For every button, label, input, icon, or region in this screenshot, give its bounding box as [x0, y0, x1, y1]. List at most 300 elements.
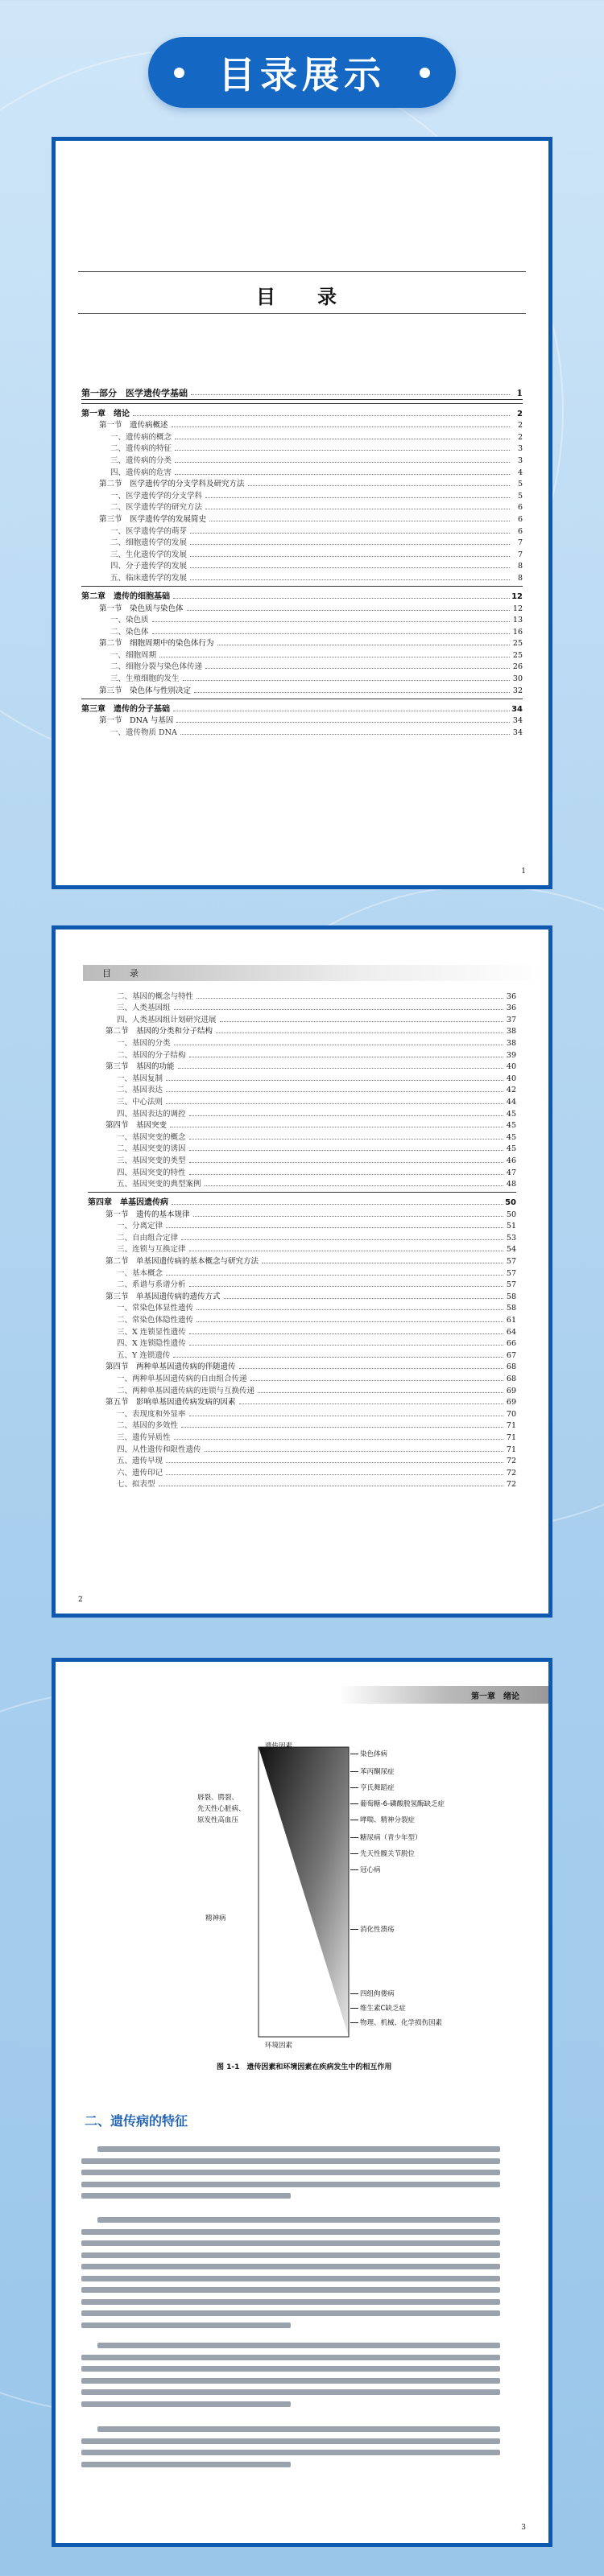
leader-dots — [175, 450, 510, 451]
toc-row-page: 45 — [506, 1144, 516, 1154]
body-text-line — [97, 2146, 500, 2152]
figure-left-label: 先天性心脏病、 — [197, 1805, 246, 1813]
leader-dots — [133, 415, 510, 416]
body-text-line — [81, 2366, 500, 2372]
toc-row-label: 第一节 DNA 与基因 — [99, 716, 174, 726]
toc-row-label: 五、遗传早现 — [117, 1457, 163, 1466]
toc-row-page: 53 — [506, 1233, 516, 1243]
toc-row-label: 一、两种单基因遗传病的自由组合传递 — [117, 1375, 247, 1383]
toc-row-page: 6 — [517, 526, 523, 536]
toc-row-label: 二、自由组合定律 — [117, 1233, 179, 1243]
toc-row-label: 一、常染色体显性遗传 — [117, 1304, 194, 1313]
toc-row-label: 一、表现度和外显率 — [117, 1409, 186, 1419]
toc-row-page: 42 — [506, 1086, 516, 1095]
figure-label-tick — [350, 1787, 358, 1788]
toc-row-sec — [81, 477, 523, 489]
toc-row-sub — [88, 1348, 516, 1360]
toc-row-sub — [88, 1094, 516, 1107]
leader-dots — [197, 1309, 503, 1310]
toc-row-label: 第一部分 医学遗传学基础 — [81, 387, 188, 398]
banner-title: 目录展示 — [218, 53, 386, 97]
leader-dots — [224, 1298, 503, 1299]
toc-row-page: 3 — [517, 455, 523, 465]
leader-dots — [190, 579, 510, 580]
toc-row-page: 72 — [506, 1480, 516, 1490]
toc-row-page: 71 — [506, 1445, 516, 1454]
body-text-line — [81, 2240, 500, 2246]
toc-row-page: 68 — [506, 1362, 516, 1372]
toc-row-sec — [81, 714, 523, 726]
section-title: 二、遗传病的特征 — [85, 2113, 188, 2129]
figure-right-label: 冠心病 — [360, 1866, 381, 1874]
toc-row-label: 第一节 遗传病概述 — [99, 421, 168, 431]
toc-row-sub — [81, 430, 523, 442]
toc-row-sec — [88, 1360, 516, 1372]
toc-row-label: 三、遗传病的分类 — [110, 455, 172, 465]
leader-dots — [189, 1139, 503, 1140]
figure-left-label: 唇裂、腭裂、 — [197, 1794, 239, 1802]
toc-row-sub — [88, 1071, 516, 1083]
banner — [0, 0, 604, 121]
body-text-line — [81, 2355, 500, 2360]
toc-row-page: 2 — [517, 432, 523, 442]
leader-dots — [152, 621, 510, 622]
page-number: 3 — [521, 2524, 526, 2532]
toc-row-sub — [88, 1142, 516, 1154]
header-label: 目 录 — [102, 968, 143, 979]
toc-row-page: 25 — [512, 639, 523, 649]
toc-row-sub — [88, 1243, 516, 1255]
toc-row-page: 71 — [506, 1432, 516, 1442]
toc-row-sub — [81, 613, 523, 625]
leader-dots — [176, 722, 510, 723]
toc-row-label: 第四章 单基因遗传病 — [88, 1198, 168, 1208]
running-header — [339, 1684, 548, 1705]
toc-row-sub — [88, 1130, 516, 1142]
toc-row-sub — [81, 571, 523, 583]
toc-row-label: 第三节 染色体与性别决定 — [99, 686, 192, 695]
toc-row-label: 第四节 基因突变 — [105, 1121, 168, 1131]
figure-right-label: 消化性溃疡 — [360, 1926, 395, 1934]
toc-row-label: 第一章 绪论 — [81, 409, 130, 418]
toc-row-page: 34 — [512, 727, 523, 737]
body-text-line — [97, 2343, 500, 2348]
figure-label-tick — [350, 1853, 358, 1854]
toc-row-page: 64 — [506, 1327, 516, 1337]
toc-row-label: 第三章 遗传的分子基础 — [81, 704, 170, 714]
leader-dots — [166, 1080, 503, 1081]
leader-dots — [193, 1216, 503, 1217]
toc-row-page: 45 — [506, 1109, 516, 1119]
leader-dots — [189, 1286, 503, 1287]
toc-row-label: 一、染色质 — [110, 616, 149, 625]
toc-row-label: 三、基因突变的类型 — [117, 1156, 186, 1165]
toc-row-sec — [88, 1254, 516, 1266]
toc-row-sub — [81, 536, 523, 548]
leader-dots — [175, 462, 510, 463]
toc-row-page: 50 — [506, 1210, 516, 1219]
body-text-line — [81, 2450, 500, 2455]
header-label: 第一章 绪论 — [471, 1692, 519, 1701]
toc-row-label: 五、Y 连锁遗传 — [117, 1350, 171, 1360]
figure-left-label: 原发性高血压 — [197, 1816, 239, 1824]
part-rule — [81, 399, 523, 400]
toc-row-page: 32 — [512, 686, 523, 695]
leader-dots — [166, 1103, 503, 1104]
toc-row-sec — [81, 512, 523, 524]
toc-row-label: 一、医学遗传学的分支学科 — [110, 491, 203, 501]
toc-row-page: 34 — [512, 716, 523, 726]
leader-dots — [189, 1162, 503, 1163]
toc-row-page: 50 — [505, 1198, 516, 1208]
toc-row-page: 38 — [506, 1027, 516, 1037]
figure-label-tick — [350, 1993, 358, 1994]
toc-row-sub — [88, 1313, 516, 1325]
toc-row-page: 8 — [517, 562, 523, 571]
toc-row-label: 二、基因的概念与特性 — [117, 991, 194, 1001]
leader-dots — [191, 394, 510, 395]
toc-row-label: 第五节 影响单基因遗传病发病的因素 — [105, 1398, 236, 1408]
body-text-line — [81, 2299, 500, 2305]
body-text-line — [81, 2323, 291, 2328]
toc-row-page: 34 — [511, 704, 523, 714]
toc-row-page: 45 — [506, 1132, 516, 1142]
body-text-line — [97, 2217, 500, 2223]
toc-row-label: 七、拟表型 — [117, 1480, 155, 1490]
toc-row-label: 二、染色体 — [110, 627, 149, 637]
toc-row-chap — [81, 403, 523, 418]
toc-row-sub — [88, 1036, 516, 1048]
figure-label-tick — [350, 1771, 358, 1772]
toc-row-page: 25 — [512, 650, 523, 660]
toc-row-sub — [81, 465, 523, 477]
body-text-line — [81, 2193, 291, 2199]
body-text-line — [81, 2438, 500, 2444]
toc-row-page: 57 — [506, 1280, 516, 1290]
figure-top-label: 遗传因素 — [265, 1742, 293, 1750]
toc-row-page: 68 — [506, 1375, 516, 1383]
leader-dots — [190, 533, 510, 534]
toc-row-page: 5 — [517, 480, 523, 489]
toc-row-label: 五、临床遗传学的发展 — [110, 573, 188, 583]
leader-dots — [189, 1115, 503, 1116]
toc-row-label: 一、基本概念 — [117, 1268, 163, 1278]
title-rule-top — [78, 271, 526, 272]
toc-row-part — [81, 385, 523, 398]
toc-row-page: 44 — [506, 1097, 516, 1107]
toc-row-page: 12 — [512, 604, 523, 613]
toc-row-label: 四、基因突变的特性 — [117, 1168, 186, 1177]
toc-row-label: 三、中心法则 — [117, 1097, 163, 1107]
toc-row-label: 二、两种单基因遗传病的连锁与互换传递 — [117, 1386, 255, 1395]
leader-dots — [181, 1239, 503, 1240]
toc-list — [81, 384, 523, 737]
toc-row-page: 61 — [506, 1316, 516, 1325]
toc-row-page: 5 — [517, 491, 523, 501]
toc-row-sub — [88, 1454, 516, 1466]
toc-row-page: 13 — [512, 616, 523, 625]
toc-row-sub — [81, 648, 523, 660]
toc-row-label: 第二章 遗传的细胞基础 — [81, 591, 170, 601]
toc-row-page: 69 — [506, 1398, 516, 1408]
toc-row-sub — [81, 671, 523, 683]
toc-row-label: 四、人类基因组计划研究进展 — [117, 1015, 217, 1024]
toc-row-page: 72 — [506, 1457, 516, 1466]
toc-row-sec — [88, 1395, 516, 1408]
figure-caption: 图 1-1 遗传因素和环境因素在疾病发生中的相互作用 — [217, 2063, 392, 2071]
leader-dots — [205, 1451, 503, 1452]
body-text-line — [81, 2287, 500, 2293]
toc-row-page: 40 — [506, 1062, 516, 1072]
figure-bottom-label: 环境因素 — [265, 2042, 293, 2050]
leader-dots — [178, 1068, 503, 1069]
toc-row-sub — [81, 442, 523, 454]
toc-row-page: 36 — [506, 991, 516, 1001]
leader-dots — [248, 485, 510, 486]
leader-dots — [180, 734, 510, 735]
toc-row-sub — [81, 725, 523, 737]
header-bar — [83, 965, 548, 981]
toc-row-sub — [81, 624, 523, 637]
toc-row-sec — [81, 637, 523, 649]
toc-row-page: 7 — [517, 538, 523, 548]
toc-row-sub — [81, 660, 523, 672]
toc-row-sec — [88, 1207, 516, 1219]
toc-row-label: 一、分离定律 — [117, 1222, 163, 1231]
figure-right-label: 苯丙酮尿症 — [360, 1768, 395, 1776]
toc-row-page: 67 — [506, 1350, 516, 1360]
toc-row-page: 54 — [506, 1245, 516, 1255]
toc-row-label: 二、医学遗传学的研究方法 — [110, 503, 203, 513]
toc-row-page: 39 — [506, 1050, 516, 1060]
toc-row-sub — [81, 524, 523, 536]
toc-row-label: 第三节 医学遗传学的发展简史 — [99, 514, 207, 524]
body-text-line — [81, 2276, 500, 2281]
toc-row-label: 一、细胞周期 — [110, 650, 157, 660]
toc-row-label: 二、基因的多效性 — [117, 1421, 179, 1431]
toc-row-label: 一、遗传病的概念 — [110, 432, 172, 442]
toc-row-sub — [88, 1083, 516, 1095]
leader-dots — [239, 1368, 503, 1369]
toc-row-page: 26 — [512, 662, 523, 672]
toc-row-label: 二、基因表达 — [117, 1086, 163, 1095]
toc-row-label: 三、生化遗传学的发展 — [110, 550, 188, 559]
toc-row-sec — [81, 601, 523, 613]
leader-dots — [152, 633, 510, 634]
toc-row-sub — [88, 1107, 516, 1119]
toc-row-sub — [88, 1048, 516, 1060]
toc-row-label: 四、基因表达的调控 — [117, 1109, 186, 1119]
toc-row-sub — [88, 1442, 516, 1454]
leader-dots — [174, 1009, 503, 1010]
figure-label-tick — [350, 2022, 358, 2023]
toc-row-sub — [81, 559, 523, 571]
toc-row-page: 8 — [517, 573, 523, 583]
toc-row-page: 4 — [517, 468, 523, 477]
toc-row-chap — [81, 699, 523, 714]
toc-row-label: 五、基因突变的典型案例 — [117, 1180, 201, 1189]
toc-row-label: 第二节 单基因遗传病的基本概念与研究方法 — [105, 1257, 259, 1267]
toc-row-sub — [81, 453, 523, 465]
toc-row-page: 45 — [506, 1121, 516, 1131]
leader-dots — [190, 544, 510, 545]
toc-row-label: 三、人类基因组 — [117, 1004, 171, 1013]
leader-dots — [166, 1474, 503, 1475]
toc-row-page: 38 — [506, 1038, 516, 1048]
toc-row-sub — [81, 501, 523, 513]
toc-row-page: 2 — [517, 421, 523, 431]
toc-row-sub — [88, 1219, 516, 1231]
toc-row-label: 第一节 遗传的基本规律 — [105, 1210, 190, 1219]
toc-row-sub — [81, 547, 523, 559]
running-header — [56, 962, 548, 983]
toc-row-label: 二、常染色体隐性遗传 — [117, 1316, 194, 1325]
leader-dots — [205, 497, 510, 498]
title-rule-bottom — [78, 313, 526, 314]
leader-dots — [250, 1380, 503, 1381]
body-text-line — [81, 2378, 500, 2384]
toc-row-page: 46 — [506, 1156, 516, 1165]
toc-row-sub — [88, 1383, 516, 1395]
toc-row-page: 71 — [506, 1421, 516, 1431]
toc-row-page: 48 — [506, 1180, 516, 1189]
leader-dots — [166, 1091, 503, 1092]
toc-row-sub — [88, 1465, 516, 1478]
toc-row-sub — [88, 1230, 516, 1243]
toc-row-label: 二、细胞分裂与染色体传递 — [110, 662, 203, 672]
body-text-line — [81, 2310, 500, 2316]
body-text-line — [81, 2170, 500, 2175]
toc-row-page: 37 — [506, 1015, 516, 1024]
figure-right-label: 哮喘、精神分裂症 — [360, 1816, 416, 1824]
figure-right-label: 亨氏舞蹈症 — [360, 1784, 395, 1792]
toc-row-sub — [88, 1266, 516, 1278]
page-number: 1 — [521, 868, 526, 876]
toc-row-sub — [88, 1419, 516, 1431]
toc-row-page: 30 — [512, 674, 523, 684]
leader-dots — [197, 998, 503, 999]
toc-row-page: 1 — [516, 387, 523, 398]
toc-row-label: 一、基因的分类 — [117, 1038, 171, 1048]
toc-row-sub — [88, 1371, 516, 1383]
toc-row-page: 3 — [517, 444, 523, 454]
toc-row-label: 第二节 医学遗传学的分支学科及研究方法 — [99, 480, 245, 489]
leader-dots — [189, 1150, 503, 1151]
toc-row-sec — [88, 1060, 516, 1072]
figure-right-label: 染色体病 — [360, 1750, 388, 1758]
body-text-line — [81, 2252, 500, 2258]
toc-row-sec — [88, 1119, 516, 1131]
leader-dots — [175, 474, 510, 475]
toc-row-page: 2 — [517, 409, 523, 418]
toc-row-label: 四、X 连锁隐性遗传 — [117, 1339, 186, 1349]
toc-row-page: 70 — [506, 1409, 516, 1419]
body-text-line — [97, 2426, 500, 2432]
leader-dots — [194, 692, 510, 693]
page-number: 2 — [78, 1596, 83, 1604]
leader-dots — [197, 1321, 503, 1322]
leader-dots — [189, 1345, 503, 1346]
toc-row-label: 第一节 染色质与染色体 — [99, 604, 184, 613]
toc-row-sub — [88, 1337, 516, 1349]
leader-dots — [220, 1021, 503, 1022]
toc-row-label: 一、基因突变的概念 — [117, 1132, 186, 1142]
banner-dot-left — [174, 68, 184, 78]
toc-row-chap — [81, 586, 523, 601]
toc-row-label: 三、生殖细胞的发生 — [110, 674, 180, 684]
toc-row-page: 12 — [511, 591, 523, 601]
toc-title: 目 录 — [256, 286, 348, 308]
toc-row-label: 二、遗传病的特征 — [110, 444, 172, 454]
toc-row-sub — [88, 1407, 516, 1419]
toc-row-page: 57 — [506, 1257, 516, 1267]
content-page-3 — [52, 1658, 552, 2547]
toc-row-label: 一、医学遗传学的萌芽 — [110, 526, 188, 536]
body-text-line — [81, 2389, 500, 2395]
toc-row-label: 第三节 基因的功能 — [105, 1062, 175, 1072]
toc-row-page: 58 — [506, 1292, 516, 1301]
toc-row-label: 二、基因突变的诱因 — [117, 1144, 186, 1154]
toc-row-chap — [88, 1192, 516, 1207]
leader-dots — [166, 1275, 503, 1276]
toc-row-sec — [81, 418, 523, 431]
toc-row-label: 三、遗传异质性 — [117, 1432, 171, 1442]
leader-dots — [258, 1392, 503, 1393]
leader-dots — [166, 1462, 503, 1463]
toc-row-sub — [88, 1165, 516, 1177]
figure-label-tick — [350, 1837, 358, 1838]
toc-row-label: 第四节 两种单基因遗传病的伴随遗传 — [105, 1362, 236, 1372]
toc-row-page: 6 — [517, 514, 523, 524]
body-text-line — [81, 2401, 291, 2407]
leader-dots — [190, 556, 510, 557]
leader-dots — [166, 1227, 503, 1228]
toc-row-label: 四、从性遗传和限性遗传 — [117, 1445, 201, 1454]
leader-dots — [189, 1333, 503, 1334]
toc-row-page: 36 — [506, 1004, 516, 1013]
figure-label-tick — [350, 1869, 358, 1870]
leader-dots — [187, 610, 510, 611]
body-text-line — [81, 2264, 500, 2269]
toc-row-sub — [88, 1430, 516, 1442]
toc-row-sub — [88, 1001, 516, 1013]
toc-row-sec — [81, 683, 523, 695]
toc-row-sub — [88, 1301, 516, 1313]
toc-row-page: 7 — [517, 550, 523, 559]
toc-row-label: 二、系谱与系谱分析 — [117, 1280, 186, 1290]
figure-right-label: 维生素C缺乏症 — [360, 2005, 406, 2013]
body-text-line — [81, 2158, 500, 2164]
leader-dots — [172, 1204, 503, 1205]
leader-dots — [174, 1439, 503, 1440]
toc-row-page: 6 — [517, 503, 523, 513]
figure-right-label: 四组佝偻病 — [360, 1990, 395, 1998]
toc-row-label: 六、遗传印记 — [117, 1468, 163, 1478]
toc-row-page: 16 — [512, 627, 523, 637]
figure-1-1 — [56, 1710, 548, 2064]
figure-right-label: 葡萄糖-6-磷酸脱氢酶缺乏症 — [360, 1800, 445, 1808]
toc-row-sub — [88, 1153, 516, 1165]
toc-row-page: 47 — [506, 1168, 516, 1177]
toc-list — [88, 989, 516, 1489]
figure-right-label: 先天性髋关节脱位 — [360, 1850, 416, 1858]
leader-dots — [173, 598, 510, 599]
toc-row-label: 二、基因的分子结构 — [117, 1050, 186, 1060]
toc-row-page: 40 — [506, 1074, 516, 1083]
figure-label-tick — [350, 2008, 358, 2009]
figure-right-label: 糖尿病（青少年型） — [360, 1834, 422, 1842]
toc-row-label: 第二节 基因的分类和分子结构 — [105, 1027, 213, 1037]
